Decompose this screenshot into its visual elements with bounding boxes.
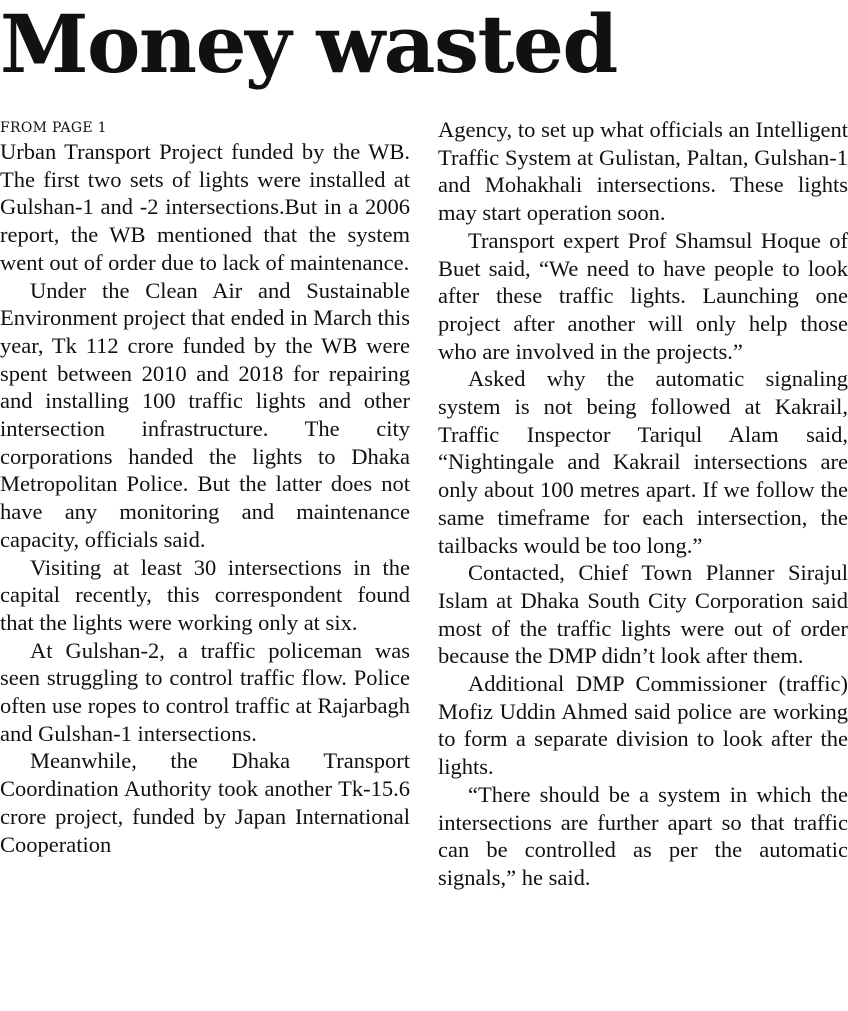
paragraph: Visiting at least 30 intersections in the capital recently, this correspondent found that the lights were working only at six. bbox=[0, 554, 410, 635]
paragraph: Additional DMP Commissioner (traffic) Mofiz Uddin Ahmed said police are working to form a separate division to look after the lights. bbox=[438, 671, 848, 780]
from-page-kicker: FROM PAGE 1 bbox=[0, 120, 107, 136]
article-column-right bbox=[438, 116, 848, 892]
article-column-left bbox=[0, 118, 410, 858]
paragraph: At Gulshan-2, a traffic policeman was seen struggling to control traffic flow. Police often use ropes to control traffic at Rajarbagh and Gulshan-1 intersections. bbox=[0, 637, 410, 746]
paragraph: Transport expert Prof Shamsul Hoque of Buet said, “We need to have people to look after these traffic lights. Launching one project after another will only help those who are involved in the projects.” bbox=[438, 227, 848, 364]
paragraph: “There should be a system in which the intersections are further apart so that traffic can be controlled as per the automatic signals,” he said. bbox=[438, 781, 848, 890]
paragraph: Agency, to set up what officials an Intelligent Traffic System at Gulistan, Paltan, Gulshan-1 and Mohakhali intersections. These lights may start operation soon. bbox=[438, 117, 848, 226]
paragraph: Meanwhile, the Dhaka Transport Coordination Authority took another Tk-15.6 crore project, funded by Japan International Cooperation bbox=[0, 748, 410, 857]
headline: Money wasted bbox=[0, 0, 617, 91]
paragraph: Asked why the automatic signaling system is not being followed at Kakrail, Traffic Inspector Tariqul Alam said, “Nightingale and Kakrail intersections are only about 100 metres apart. If we follow the same timeframe for each intersection, the tailbacks would be too long.” bbox=[438, 366, 848, 558]
paragraph: Contacted, Chief Town Planner Sirajul Islam at Dhaka South City Corporation said most of the traffic lights were out of order because the DMP didn’t look after them. bbox=[438, 560, 848, 669]
paragraph: Urban Transport Project funded by the WB. The first two sets of lights were installed at Gulshan-1 and -2 intersections.But in a 2006 report, the WB mentioned that the system went out of order due to lack of maintenance. bbox=[0, 139, 410, 275]
paragraph: Under the Clean Air and Sustainable Environment project that ended in March this year, Tk 112 crore funded by the WB were spent between 2010 and 2018 for repairing and installing 100 traffic lights and other intersection infrastructure. The city corporations handed the lights to Dhaka Metropolitan Police. But the latter does not have any monitoring and maintenance capacity, officials said. bbox=[0, 277, 410, 552]
